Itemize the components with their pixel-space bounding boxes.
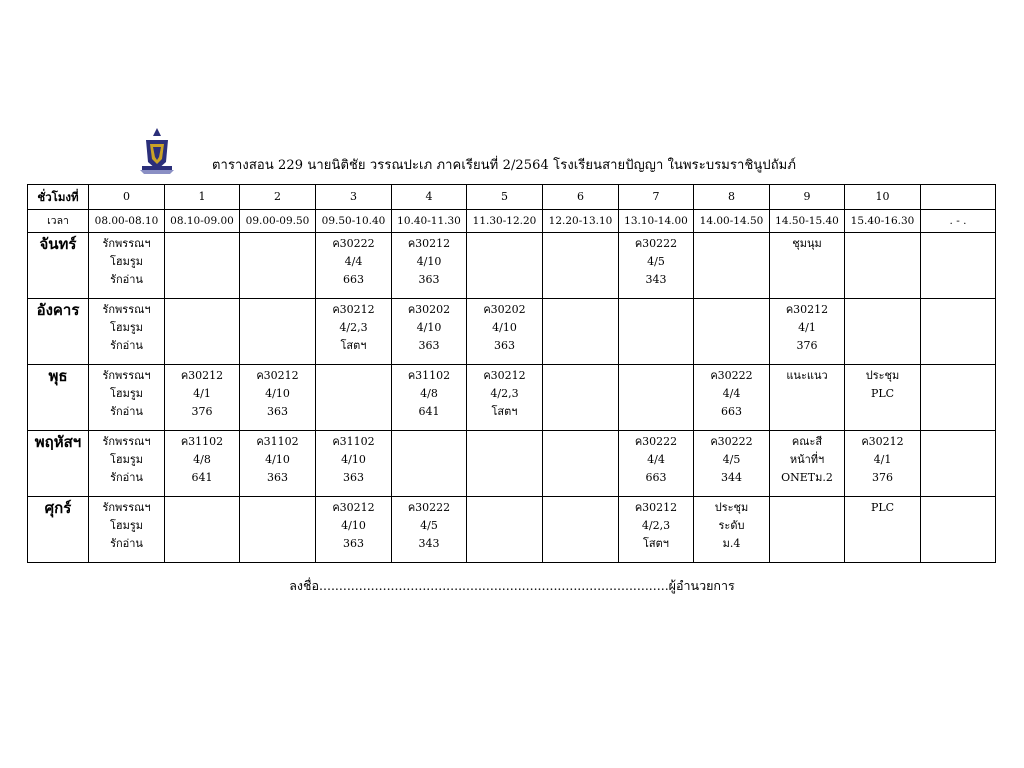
day-row — [28, 233, 996, 299]
schedule-cell-line: ประชุม — [714, 501, 749, 514]
schedule-cell-line: รักอ่าน — [110, 405, 143, 418]
schedule-cell — [845, 365, 921, 431]
schedule-cell-line: 376 — [872, 471, 893, 484]
schedule-cell-line: รักอ่าน — [110, 273, 143, 286]
schedule-cell — [316, 365, 392, 431]
schedule-cell-line: 4/10 — [492, 321, 517, 334]
schedule-cell-line: โฮมรูม — [109, 387, 144, 400]
schedule-cell — [392, 431, 467, 497]
schedule-cell-line: 4/1 — [873, 453, 892, 466]
schedule-cell — [392, 233, 467, 299]
schedule-cell-line: ค30222 — [407, 501, 451, 514]
schedule-cell-line: รักพรรณฯ — [102, 501, 151, 514]
schedule-cell — [694, 365, 770, 431]
schedule-cell-line: 641 — [191, 471, 213, 484]
schedule-cell-line: ค30222 — [710, 435, 753, 448]
schedule-cell-line: 663 — [645, 471, 667, 484]
schedule-cell — [543, 299, 619, 365]
period-number-cell: 9 — [770, 185, 845, 210]
schedule-cell-line: 344 — [721, 471, 742, 484]
day-name-cell: พฤหัสฯ — [28, 431, 89, 497]
schedule-cell — [165, 233, 240, 299]
time-slot-cell: 08.00-08.10 — [89, 210, 165, 233]
schedule-cell-line: ค30212 — [256, 369, 299, 382]
schedule-cell — [316, 431, 392, 497]
schedule-cell-line: โฮมรูม — [109, 321, 144, 334]
schedule-cell-line: 4/10 — [265, 387, 290, 400]
schedule-cell — [619, 299, 694, 365]
schedule-cell-line: ค30202 — [407, 303, 451, 316]
schedule-cell-line: รักพรรณฯ — [102, 369, 151, 382]
schedule-cell-line: 4/8 — [420, 387, 438, 400]
schedule-cell-line: ระดับ — [718, 519, 745, 532]
schedule-cell-line: ประชุม — [865, 369, 900, 382]
schedule-cell-line: ค31102 — [180, 435, 224, 448]
time-slot-cell: 09.00-09.50 — [240, 210, 316, 233]
schedule-cell — [921, 233, 996, 299]
teaching-schedule-table — [27, 184, 996, 563]
schedule-cell — [89, 365, 165, 431]
schedule-cell-line: 4/1 — [193, 387, 211, 400]
schedule-cell — [392, 299, 467, 365]
period-number-cell: 3 — [316, 185, 392, 210]
schedule-cell-line: ค30212 — [634, 501, 678, 514]
period-number-cell: 4 — [392, 185, 467, 210]
period-header-label: ชั่วโมงที่ — [28, 185, 89, 210]
schedule-cell — [770, 233, 845, 299]
schedule-cell-line: 343 — [645, 273, 667, 286]
day-name-cell: อังคาร — [28, 299, 89, 365]
schedule-cell — [467, 497, 543, 563]
period-number-cell: 5 — [467, 185, 543, 210]
schedule-cell-line: โฮมรูม — [109, 519, 144, 532]
time-slot-cell: 14.50-15.40 — [770, 210, 845, 233]
schedule-cell — [845, 497, 921, 563]
schedule-cell — [921, 299, 996, 365]
schedule-cell — [694, 431, 770, 497]
schedule-cell — [165, 497, 240, 563]
document-title: ตารางสอน 229 นายนิติชัย วรรณปะเภ ภาคเรียนที่ 2/2564 โรงเรียนสายปัญญา ในพระบรมราชินูปถัมภ์ — [212, 158, 797, 173]
period-number-cell: 10 — [845, 185, 921, 210]
schedule-cell — [89, 497, 165, 563]
schedule-cell — [543, 233, 619, 299]
schedule-cell-line: ค30202 — [483, 303, 526, 316]
schedule-cell-line: ชุมนุม — [792, 237, 822, 250]
schedule-cell — [770, 431, 845, 497]
schedule-cell-line: 663 — [343, 273, 364, 286]
schedule-cell — [467, 365, 543, 431]
schedule-cell — [165, 299, 240, 365]
time-slot-cell: 09.50-10.40 — [316, 210, 392, 233]
schedule-cell-line: โสตฯ — [491, 405, 518, 418]
time-slot-cell: 10.40-11.30 — [392, 210, 467, 233]
schedule-cell — [845, 233, 921, 299]
schedule-cell — [770, 365, 845, 431]
schedule-cell — [694, 233, 770, 299]
period-number-cell: 0 — [89, 185, 165, 210]
time-slot-cell: 08.10-09.00 — [165, 210, 240, 233]
schedule-cell — [316, 233, 392, 299]
schedule-cell-line: ค30222 — [634, 237, 678, 250]
school-emblem-logo — [140, 126, 174, 176]
schedule-cell-line: 376 — [796, 339, 818, 352]
schedule-cell-line: ONETม.2 — [781, 471, 833, 484]
time-slot-cell: 11.30-12.20 — [467, 210, 543, 233]
schedule-cell-line: รักพรรณฯ — [102, 237, 151, 250]
schedule-cell-line: PLC — [870, 387, 895, 400]
schedule-cell-line: รักพรรณฯ — [102, 303, 151, 316]
day-name-cell: พุธ — [28, 365, 89, 431]
schedule-cell-line: 4/2,3 — [490, 387, 519, 400]
schedule-cell-line: แนะแนว — [786, 369, 828, 382]
schedule-cell-line: ค30212 — [483, 369, 526, 382]
schedule-cell-line: รักอ่าน — [110, 471, 143, 484]
schedule-cell — [240, 233, 316, 299]
schedule-cell-line: 363 — [343, 537, 364, 550]
schedule-cell-line: 4/8 — [193, 453, 211, 466]
schedule-cell — [165, 365, 240, 431]
schedule-cell-line: 4/5 — [722, 453, 741, 466]
schedule-cell-line: รักอ่าน — [110, 537, 143, 550]
day-name-cell: จันทร์ — [28, 233, 89, 299]
schedule-cell-line: 4/1 — [798, 321, 816, 334]
director-signature-line: ลงชื่อ........................................................................................ผู้อำนวยการ — [289, 578, 735, 593]
schedule-cell-line: โสตฯ — [643, 537, 669, 550]
day-name-cell: ศุกร์ — [28, 497, 89, 563]
schedule-cell-line: 343 — [418, 537, 440, 550]
schedule-cell-line: ค30212 — [332, 501, 375, 514]
schedule-cell-line: 4/10 — [416, 321, 442, 334]
schedule-cell — [694, 497, 770, 563]
schedule-cell-line: ค30212 — [785, 303, 829, 316]
schedule-cell-line: 363 — [418, 339, 440, 352]
day-row — [28, 365, 996, 431]
schedule-cell-line: 4/4 — [647, 453, 665, 466]
schedule-cell — [921, 497, 996, 563]
schedule-cell — [240, 365, 316, 431]
schedule-cell — [467, 233, 543, 299]
schedule-cell-line: PLC — [870, 501, 895, 514]
schedule-cell — [165, 431, 240, 497]
schedule-cell — [921, 365, 996, 431]
schedule-cell — [921, 431, 996, 497]
schedule-cell — [619, 233, 694, 299]
schedule-cell — [619, 497, 694, 563]
schedule-cell — [619, 431, 694, 497]
schedule-cell-line: ค30222 — [332, 237, 375, 250]
schedule-cell-line: 4/2,3 — [339, 321, 368, 334]
schedule-cell-line: ม.4 — [722, 537, 741, 550]
schedule-cell-line: 4/10 — [416, 255, 442, 268]
schedule-cell-line: โฮมรูม — [109, 453, 144, 466]
schedule-cell-line: ค30212 — [332, 303, 375, 316]
schedule-cell — [845, 299, 921, 365]
schedule-cell-line: 363 — [494, 339, 515, 352]
time-slot-cell: 13.10-14.00 — [619, 210, 694, 233]
schedule-cell-line: ค30222 — [634, 435, 678, 448]
schedule-cell — [543, 431, 619, 497]
schedule-cell — [89, 299, 165, 365]
schedule-cell — [619, 365, 694, 431]
schedule-cell-line: ค31102 — [332, 435, 375, 448]
period-number-cell: 2 — [240, 185, 316, 210]
schedule-cell — [89, 431, 165, 497]
schedule-cell-line: 4/4 — [722, 387, 741, 400]
period-number-cell: 8 — [694, 185, 770, 210]
period-number-cell: 7 — [619, 185, 694, 210]
schedule-cell-line: ค31102 — [256, 435, 299, 448]
schedule-cell — [467, 299, 543, 365]
schedule-cell — [240, 497, 316, 563]
time-slot-cell: 12.20-13.10 — [543, 210, 619, 233]
day-row — [28, 431, 996, 497]
schedule-cell-line: โฮมรูม — [109, 255, 144, 268]
schedule-cell — [770, 497, 845, 563]
period-header-row — [28, 185, 996, 210]
period-number-cell: 1 — [165, 185, 240, 210]
schedule-cell-line: 363 — [267, 471, 288, 484]
schedule-cell-line: 363 — [418, 273, 440, 286]
schedule-cell-line: 4/10 — [341, 453, 366, 466]
period-number-cell: 6 — [543, 185, 619, 210]
schedule-cell-line: ค30222 — [710, 369, 753, 382]
schedule-cell — [543, 497, 619, 563]
schedule-cell-line: ค31102 — [407, 369, 451, 382]
schedule-cell-line: 363 — [343, 471, 364, 484]
schedule-cell-line: 4/5 — [647, 255, 665, 268]
schedule-cell-line: ค30212 — [861, 435, 904, 448]
schedule-cell — [89, 233, 165, 299]
schedule-cell — [543, 365, 619, 431]
schedule-cell-line: 4/10 — [341, 519, 366, 532]
time-label: เวลา — [28, 210, 89, 233]
schedule-cell-line: โสตฯ — [340, 339, 367, 352]
schedule-cell-line: 363 — [267, 405, 288, 418]
schedule-cell-line: 4/4 — [344, 255, 363, 268]
schedule-cell-line: ค30212 — [180, 369, 224, 382]
time-slot-cell: 14.00-14.50 — [694, 210, 770, 233]
day-row — [28, 497, 996, 563]
time-row — [28, 210, 996, 233]
schedule-cell — [770, 299, 845, 365]
schedule-cell-line: คณะสี — [791, 435, 823, 448]
schedule-cell-line: รักพรรณฯ — [102, 435, 151, 448]
time-slot-cell: . - . — [921, 210, 996, 233]
period-number-cell — [921, 185, 996, 210]
schedule-cell — [240, 299, 316, 365]
schedule-cell-line: 663 — [721, 405, 742, 418]
schedule-cell — [467, 431, 543, 497]
schedule-cell-line: หน้าที่ฯ — [789, 453, 825, 466]
schedule-cell-line: 641 — [418, 405, 440, 418]
schedule-cell — [392, 365, 467, 431]
schedule-cell-line: 376 — [191, 405, 213, 418]
schedule-cell-line: รักอ่าน — [110, 339, 143, 352]
schedule-cell — [240, 431, 316, 497]
schedule-cell-line: 4/2,3 — [641, 519, 671, 532]
day-row — [28, 299, 996, 365]
schedule-cell — [694, 299, 770, 365]
schedule-cell — [316, 497, 392, 563]
schedule-cell-line: 4/10 — [265, 453, 290, 466]
schedule-cell — [392, 497, 467, 563]
schedule-cell-line: ค30212 — [407, 237, 451, 250]
schedule-cell — [316, 299, 392, 365]
schedule-cell-line: 4/5 — [420, 519, 438, 532]
time-slot-cell: 15.40-16.30 — [845, 210, 921, 233]
schedule-cell — [845, 431, 921, 497]
